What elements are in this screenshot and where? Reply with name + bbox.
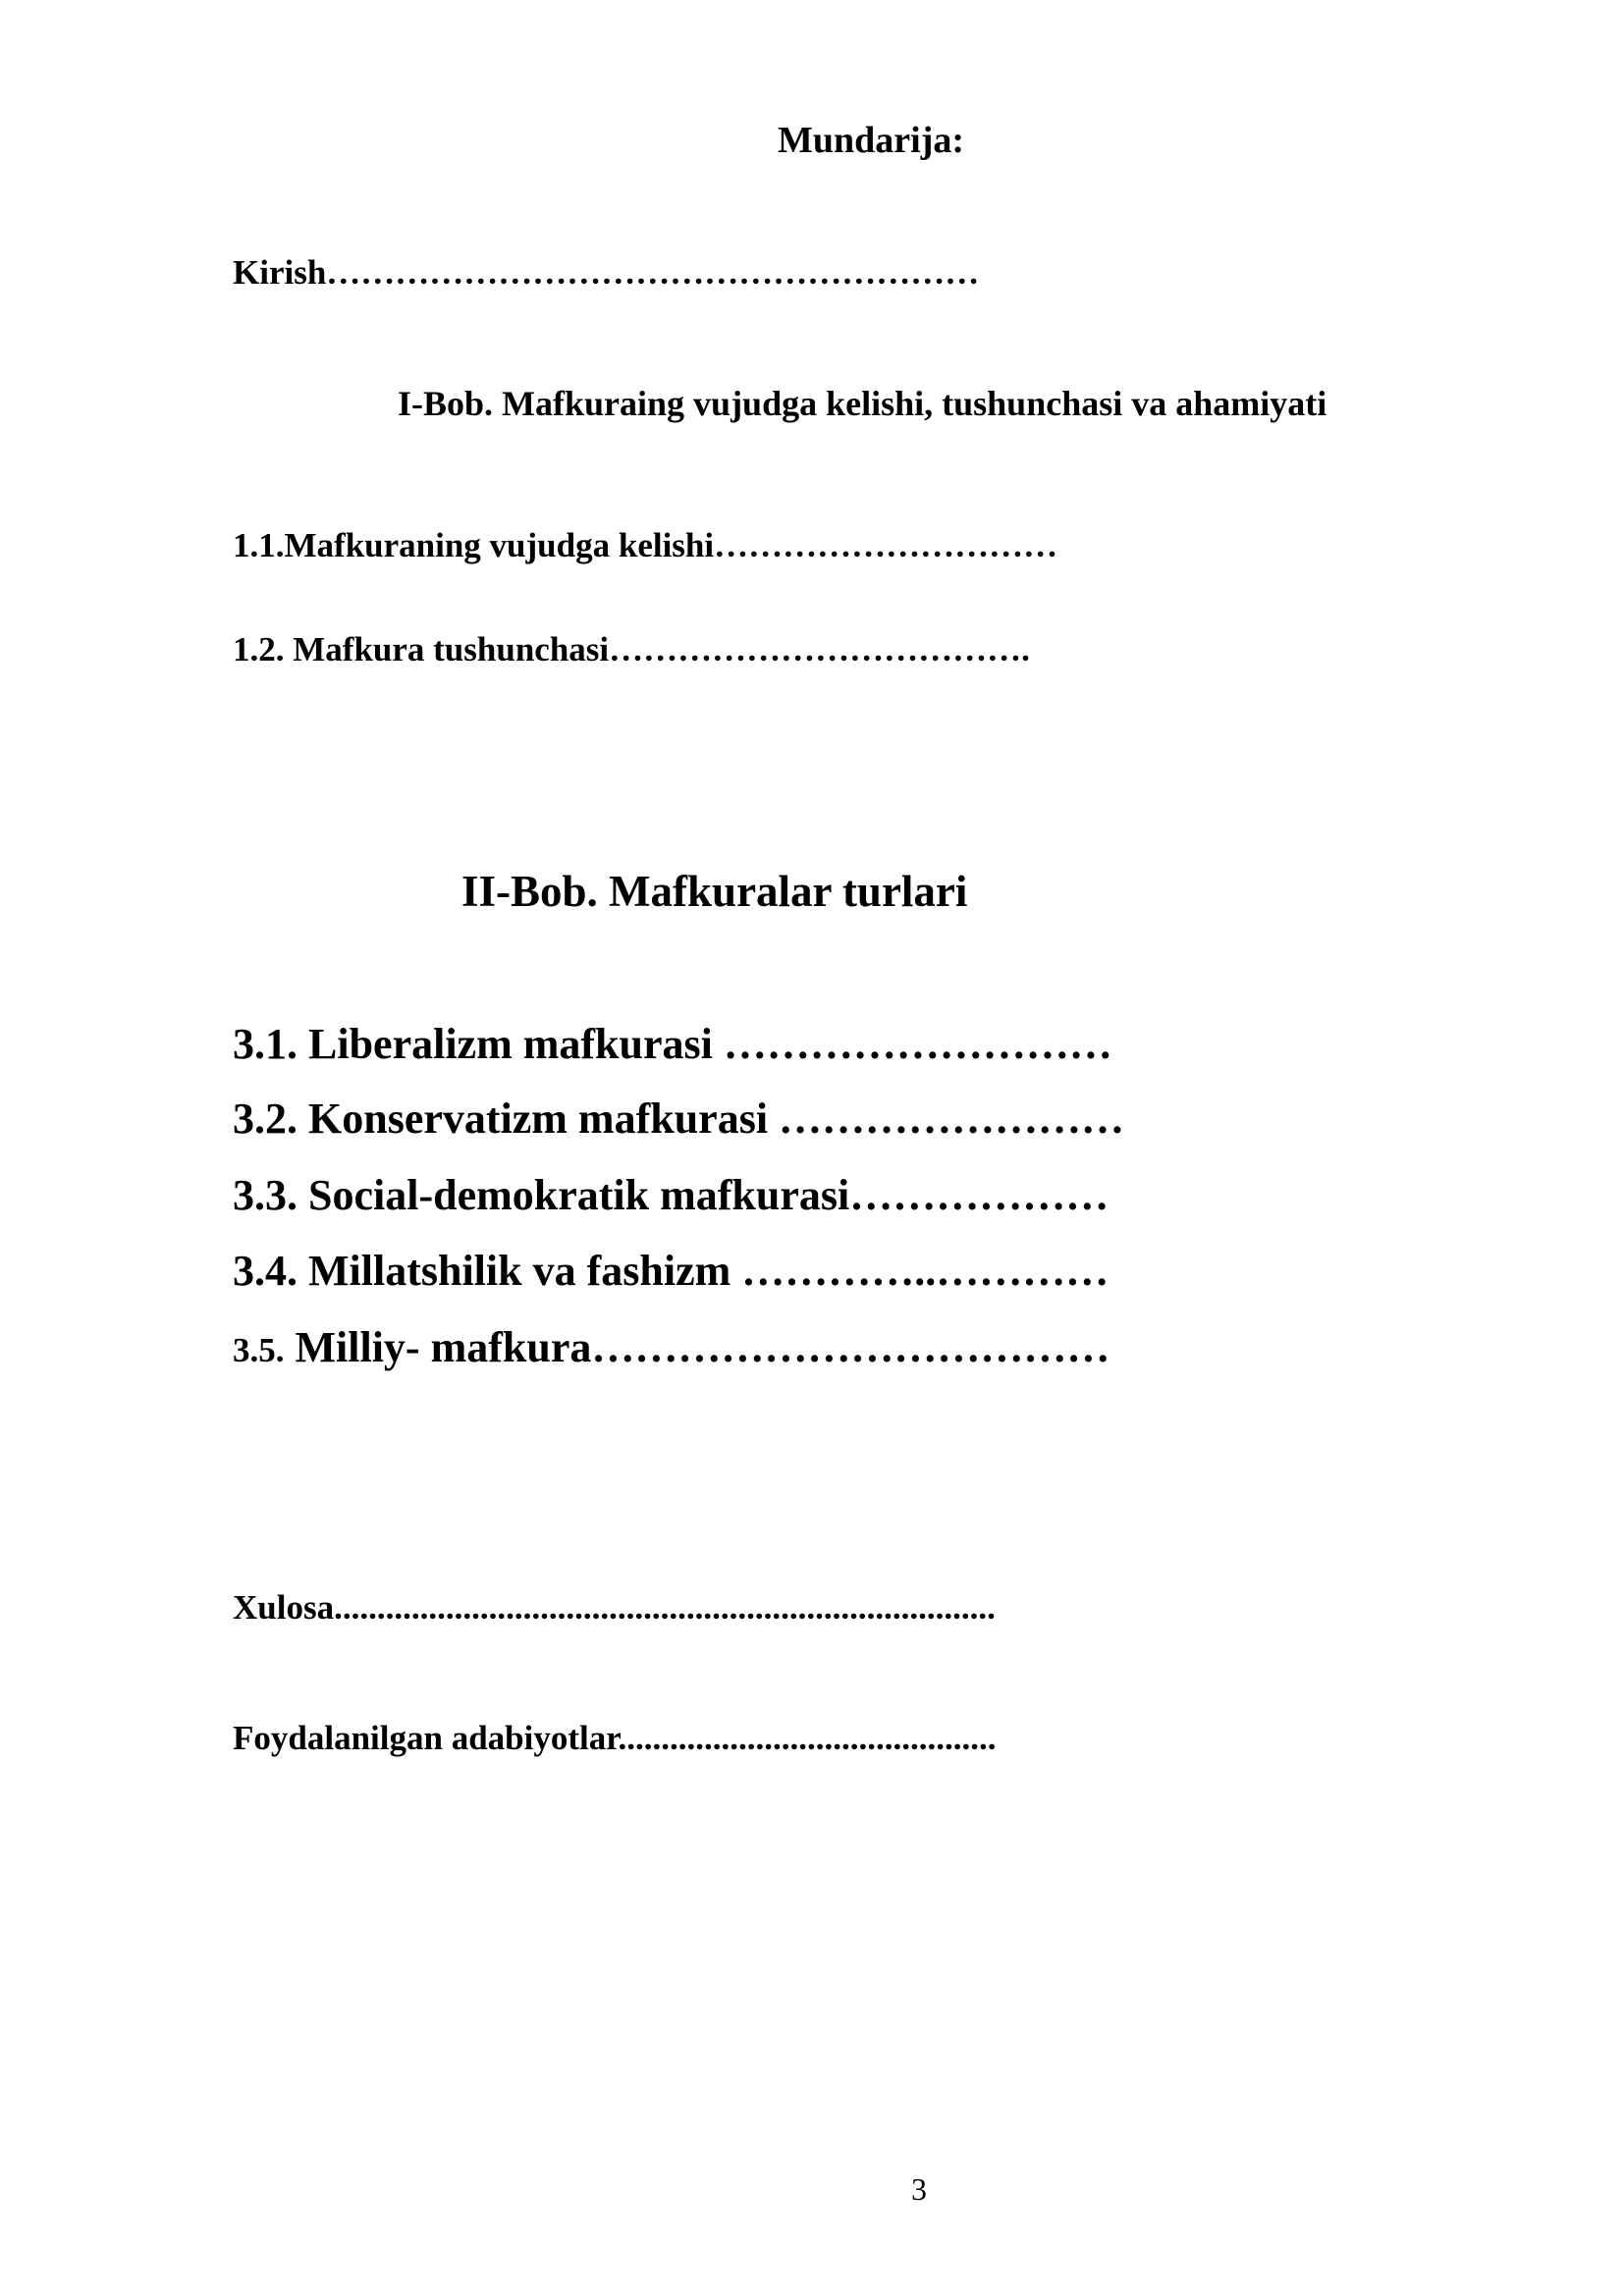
toc-entry-3-5-text: Milliy- mafkura……………………………… [284, 1323, 1110, 1371]
toc-entry-kirish: Kirish………………………………………………… [233, 253, 980, 292]
toc-entry-3-3: 3.3. Social-demokratik mafkurasi……………… [233, 1171, 1110, 1219]
toc-entry-3-2: 3.2. Konservatizm mafkurasi …………………… [233, 1095, 1125, 1143]
toc-entry-3-5 [233, 1323, 1110, 1371]
toc-entry-xulosa: Xulosa............................................................................. [233, 1588, 996, 1627]
toc-title: Mundarija: [778, 120, 964, 161]
toc-entry-1-2: 1.2. Mafkura tushunchasi………………………………. [233, 630, 1030, 668]
toc-chapter-1-heading: I-Bob. Mafkuraing vujudga kelishi, tushunchasi va ahamiyati [398, 384, 1327, 423]
toc-entry-3-1: 3.1. Liberalizm mafkurasi ……………………… [233, 1020, 1112, 1068]
toc-entry-3-5-number: 3.5. [233, 1331, 285, 1369]
page-number: 3 [911, 2171, 927, 2207]
toc-entry-3-4: 3.4. Millatshilik va fashizm …………..………… [233, 1247, 1110, 1295]
toc-entry-1-1: 1.1.Mafkuraning vujudga kelishi………………………… [233, 526, 1058, 564]
toc-entry-foydalanilgan-adabiyotlar: Foydalanilgan adabiyotlar............................................ [233, 1719, 997, 1757]
toc-chapter-2-heading: II-Bob. Mafkuralar turlari [461, 867, 968, 916]
